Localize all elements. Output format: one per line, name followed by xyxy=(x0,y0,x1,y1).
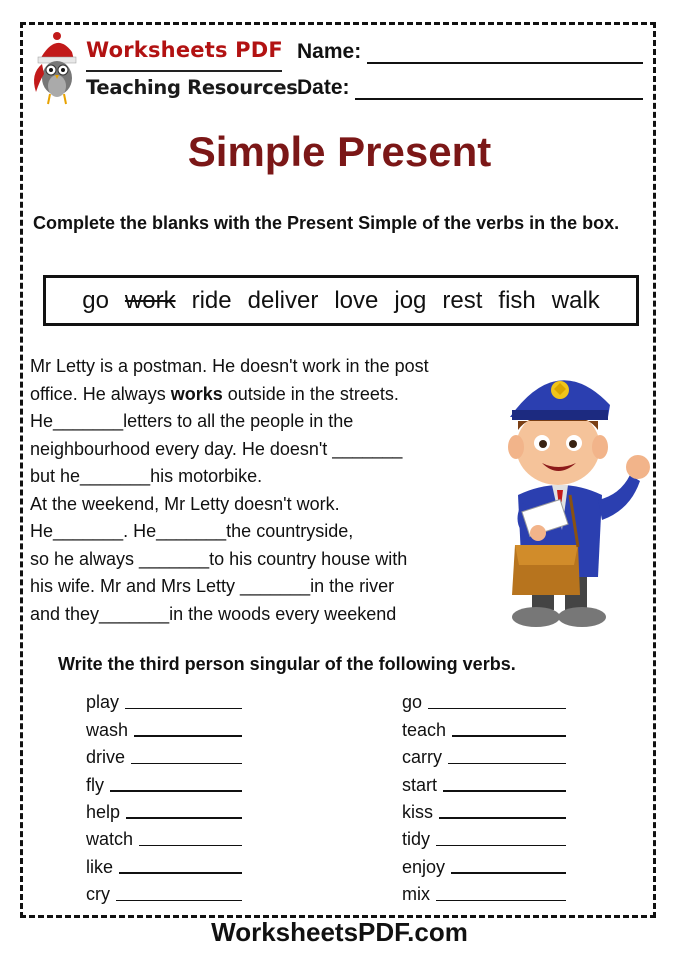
word-box xyxy=(43,275,639,326)
verb-label: mix xyxy=(402,884,430,905)
verb-row[interactable] xyxy=(86,823,242,850)
verb-row[interactable] xyxy=(86,850,242,877)
verb-label: help xyxy=(86,801,121,822)
answer-blank[interactable] xyxy=(436,900,566,902)
verb-row[interactable] xyxy=(86,713,242,740)
answer-blank[interactable] xyxy=(448,763,566,765)
verb-label: wash xyxy=(86,719,129,740)
answer-blank[interactable] xyxy=(439,817,566,819)
story-line[interactable]: and they_______in the woods every weekend xyxy=(30,603,397,624)
story-line: Mr Letty is a postman. He doesn't work in the post xyxy=(30,356,429,376)
word-box-word: jog xyxy=(394,286,427,314)
verb-label: start xyxy=(402,774,438,795)
verb-row[interactable] xyxy=(86,878,242,905)
owl-logo-icon xyxy=(28,30,86,108)
verbs-right-list xyxy=(402,686,566,905)
verb-label: like xyxy=(86,856,114,877)
verb-row[interactable] xyxy=(402,686,566,713)
answer-blank[interactable] xyxy=(125,708,242,710)
answer-blank[interactable] xyxy=(452,735,566,737)
verb-label: carry xyxy=(402,747,442,768)
bold-word: works xyxy=(170,383,223,404)
story-line[interactable]: He_______letters to all the people in the xyxy=(30,411,354,431)
word-box-word: fish xyxy=(498,286,536,314)
verb-label: watch xyxy=(86,829,134,850)
footer-site: WorksheetsPDF.com xyxy=(211,917,468,947)
word-box-word: go xyxy=(82,286,109,314)
answer-blank[interactable] xyxy=(428,708,566,710)
verb-row[interactable] xyxy=(402,878,566,905)
answer-blank[interactable] xyxy=(451,872,566,874)
verb-row[interactable] xyxy=(86,686,242,713)
verb-label: tidy xyxy=(402,829,431,850)
worksheet-title: Simple Present xyxy=(187,128,492,175)
story-line[interactable]: his wife. Mr and Mrs Letty _______in the river xyxy=(30,576,395,596)
name-field[interactable] xyxy=(297,40,361,64)
instruction-2: Write the third person singular of the following verbs. xyxy=(58,654,516,674)
word-box-word: work xyxy=(124,286,176,314)
postman-illustration xyxy=(470,355,655,635)
brand-divider xyxy=(86,70,282,72)
verb-row[interactable] xyxy=(402,768,566,795)
name-line xyxy=(367,62,643,64)
verb-row[interactable] xyxy=(402,850,566,877)
verb-label: play xyxy=(86,692,120,713)
verb-label: kiss xyxy=(402,801,433,822)
answer-blank[interactable] xyxy=(443,790,566,792)
date-line xyxy=(355,98,643,100)
answer-blank[interactable] xyxy=(139,845,242,847)
verb-label: go xyxy=(402,692,423,713)
word-box-word: love xyxy=(334,286,379,314)
verb-row[interactable] xyxy=(402,796,566,823)
story-line[interactable]: neighbourhood every day. He doesn't _______ xyxy=(30,438,403,459)
verb-label: teach xyxy=(402,719,447,740)
brand-subtitle: Teaching Resources xyxy=(86,76,298,99)
word-box-word: rest xyxy=(442,286,483,314)
story-line[interactable]: so he always _______to his country house with xyxy=(30,548,408,569)
story-line: At the weekend, Mr Letty doesn't work. xyxy=(30,493,340,514)
verb-row[interactable] xyxy=(402,823,566,850)
answer-blank[interactable] xyxy=(134,735,242,737)
verb-label: fly xyxy=(86,774,104,795)
verb-row[interactable] xyxy=(86,768,242,795)
word-box-word: deliver xyxy=(247,286,319,314)
story-line[interactable]: but he_______his motorbike. xyxy=(30,466,263,486)
date-label: Date: xyxy=(297,76,350,99)
story-line[interactable]: He_______. He_______the countryside, xyxy=(30,521,354,541)
story-line: office. He always works outside in the streets. xyxy=(30,383,399,404)
answer-blank[interactable] xyxy=(131,763,242,765)
verb-row[interactable] xyxy=(402,741,566,768)
answer-blank[interactable] xyxy=(126,817,242,819)
brand-title: Worksheets PDF xyxy=(86,38,283,62)
verb-row[interactable] xyxy=(86,796,242,823)
date-field[interactable] xyxy=(297,76,350,100)
verb-row[interactable] xyxy=(402,713,566,740)
story-text xyxy=(30,353,500,628)
word-box-word: walk xyxy=(551,286,600,314)
answer-blank[interactable] xyxy=(116,900,242,902)
answer-blank[interactable] xyxy=(119,872,242,874)
verb-label: cry xyxy=(86,884,110,905)
name-label: Name: xyxy=(297,40,362,63)
answer-blank[interactable] xyxy=(110,790,242,792)
verb-label: enjoy xyxy=(402,856,446,877)
instruction-1: Complete the blanks with the Present Simple of the verbs in the box. xyxy=(33,213,620,233)
verbs-left-list xyxy=(86,686,242,905)
word-box-word: ride xyxy=(191,286,232,314)
answer-blank[interactable] xyxy=(436,845,566,847)
verb-row[interactable] xyxy=(86,741,242,768)
verb-label: drive xyxy=(86,747,126,768)
